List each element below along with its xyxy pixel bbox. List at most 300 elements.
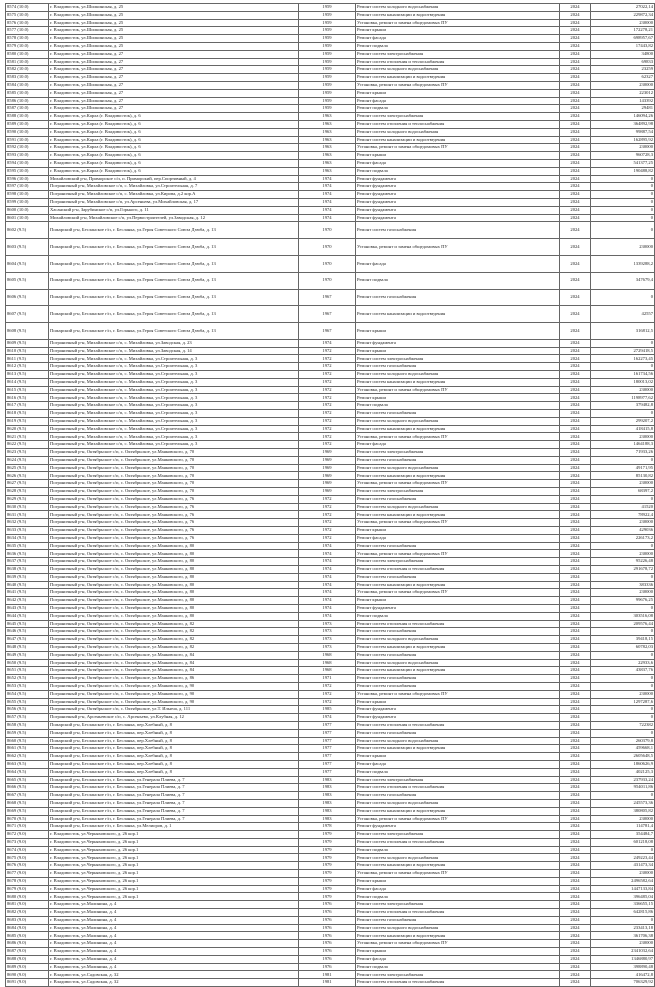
table-row	[6, 776, 655, 784]
row-number: 8597 (10.0)	[6, 183, 49, 191]
plan-year-cell: 2024	[560, 979, 591, 987]
table-row	[6, 50, 655, 58]
cost-cell: 99676,25	[591, 597, 655, 605]
address-cell: Пожарский р-н, Бесланское г/п, г. Бесланка, ул.Героя Советского Союза Дзюба, д. 13	[49, 222, 299, 239]
cost-cell: 0	[591, 651, 655, 659]
address-cell: Пожарский р-н, Бесланское г/п, г. Бесланка, ул.Генерала Плиева, д. 7	[49, 792, 299, 800]
plan-year-cell: 2024	[560, 58, 591, 66]
plan-year-cell: 2024	[560, 690, 591, 698]
work-type-cell: Ремонт фундамента	[356, 206, 560, 214]
year-cell: 1972	[299, 378, 356, 386]
address-cell: Пограничный р-н, Октябрьское с/п, с. Октябрьское, ул.Маяковского, д. 76	[49, 495, 299, 503]
address-cell: Пограничный р-н, Октябрьское с/п, с. Октябрьское, ул.Маяковского, д. 90	[49, 698, 299, 706]
cost-cell: 954011,86	[591, 784, 655, 792]
cost-cell: 0	[591, 573, 655, 581]
address-cell: Пограничный р-н, Октябрьское с/п, с. Октябрьское, ул.Маяковского, д. 84	[49, 659, 299, 667]
table-row	[6, 651, 655, 659]
cost-cell: 209576,44	[591, 620, 655, 628]
table-row	[6, 566, 655, 574]
plan-year-cell: 2024	[560, 698, 591, 706]
work-type-cell: Ремонт подвала	[356, 768, 560, 776]
row-number: 8680 (9.0)	[6, 893, 49, 901]
address-cell: Пограничный р-н, Октябрьское с/п, с. Октябрьское, ул.Маяковского, д. 82	[49, 620, 299, 628]
year-cell: 1972	[299, 441, 356, 449]
cost-cell: 230000	[591, 519, 655, 527]
address-cell: г. Владивосток, ул.Малинина, д. 4	[49, 924, 299, 932]
address-cell: г. Владивосток, ул.Шилкинская, д. 25	[49, 42, 299, 50]
cost-cell: 230000	[591, 550, 655, 558]
work-type-cell: Ремонт подвала	[356, 272, 560, 289]
plan-year-cell: 2024	[560, 105, 591, 113]
address-cell: Пограничный р-н, Октябрьское с/п, с. Октябрьское, ул.Маяковского, д. 80	[49, 558, 299, 566]
cost-cell: 722382	[591, 721, 655, 729]
address-cell: Пожарский р-н, Бесланское г/п, г. Бесланка, ул.Генерала Плиева, д. 7	[49, 776, 299, 784]
address-cell: Пограничный р-н, Михайловское с/п, с. Михайловка, ул.Строительная, д. 3	[49, 425, 299, 433]
work-type-cell: Ремонт фундамента	[356, 191, 560, 199]
table-row	[6, 152, 655, 160]
year-cell: 1976	[299, 932, 356, 940]
year-cell: 1963	[299, 167, 356, 175]
table-row	[6, 753, 655, 761]
table-row	[6, 488, 655, 496]
row-number: 8576 (10.0)	[6, 19, 49, 27]
address-cell: Пограничный р-н, Октябрьское с/п, с. Октябрьское, ул.Маяковского, д. 70	[49, 464, 299, 472]
work-type-cell: Ремонт фундамента	[356, 339, 560, 347]
table-row	[6, 745, 655, 753]
year-cell: 1959	[299, 105, 356, 113]
address-cell: Пограничный р-н, Михайловское с/п, с. Михайловка, ул.Строительная, д. 3	[49, 402, 299, 410]
year-cell: 1983	[299, 815, 356, 823]
plan-year-cell: 2024	[560, 643, 591, 651]
table-row	[6, 519, 655, 527]
work-type-cell: Ремонт систем канализации и водоотведения	[356, 472, 560, 480]
year-cell: 1972	[299, 394, 356, 402]
table-row	[6, 690, 655, 698]
cost-cell: 1198977,62	[591, 394, 655, 402]
address-cell: Пограничный р-н, Михайловское с/п, ул.Арсеньева, ул.Михайловская, д. 17	[49, 198, 299, 206]
address-cell: г. Владивосток, ул.Шилкинская, д. 25	[49, 27, 299, 35]
table-row	[6, 35, 655, 43]
work-type-cell: Ремонт фундамента	[356, 198, 560, 206]
year-cell: 1976	[299, 948, 356, 956]
cost-cell: 1346880,97	[591, 955, 655, 963]
year-cell: 1959	[299, 89, 356, 97]
row-number: 8644 (9.5)	[6, 612, 49, 620]
table-row	[6, 417, 655, 425]
plan-year-cell: 2024	[560, 11, 591, 19]
row-number: 8688 (9.0)	[6, 955, 49, 963]
cost-cell: 17443,82	[591, 42, 655, 50]
work-type-cell: Ремонт крыши	[356, 323, 560, 340]
year-cell: 1983	[299, 807, 356, 815]
table-row	[6, 714, 655, 722]
work-type-cell: Ремонт систем отопления и теплоснабжения	[356, 784, 560, 792]
work-type-cell: Установка, ремонт и замена общедомовых ПУ	[356, 870, 560, 878]
address-cell: Пограничный р-н, Михайловское с/п, с. Михайловка, ул.Строительная, д. 3	[49, 433, 299, 441]
cost-cell: 316812,5	[591, 323, 655, 340]
table-row	[6, 272, 655, 289]
address-cell: Пограничный р-н, Михайловское с/п, с. Михайловка, ул.Строительная, д. 3	[49, 441, 299, 449]
row-number: 8590 (10.0)	[6, 128, 49, 136]
work-type-cell: Ремонт систем холодного водоснабжения	[356, 66, 560, 74]
address-cell: Пожарский р-н, Бесланское г/п, г. Бесланка, ул.Героя Советского Союза Дзюба, д. 13	[49, 289, 299, 306]
cost-cell: 0	[591, 682, 655, 690]
address-cell: Пограничный р-н, Октябрьское с/п, с. Октябрьское, ул.Маяковского, д. 82	[49, 636, 299, 644]
table-row	[6, 175, 655, 183]
cost-cell: 0	[591, 729, 655, 737]
work-type-cell: Установка, ремонт и замена общедомовых ПУ	[356, 940, 560, 948]
cost-cell: 162895,92	[591, 136, 655, 144]
plan-year-cell: 2024	[560, 378, 591, 386]
row-number: 8584 (10.0)	[6, 81, 49, 89]
row-number: 8607 (9.5)	[6, 306, 49, 323]
year-cell: 1979	[299, 862, 356, 870]
year-cell: 1970	[299, 239, 356, 256]
row-number: 8620 (9.5)	[6, 425, 49, 433]
table-row	[6, 948, 655, 956]
table-row	[6, 573, 655, 581]
table-row	[6, 527, 655, 535]
plan-year-cell: 2024	[560, 909, 591, 917]
plan-year-cell: 2024	[560, 589, 591, 597]
plan-year-cell: 2024	[560, 214, 591, 222]
work-type-cell: Ремонт крыши	[356, 27, 560, 35]
work-type-cell: Ремонт систем электроснабжения	[356, 971, 560, 979]
work-type-cell: Ремонт крыши	[356, 152, 560, 160]
plan-year-cell: 2024	[560, 480, 591, 488]
table-row	[6, 4, 655, 12]
plan-year-cell: 2024	[560, 50, 591, 58]
year-cell: 1963	[299, 136, 356, 144]
plan-year-cell: 2024	[560, 527, 591, 535]
cost-cell: 146094,26	[591, 113, 655, 121]
row-number: 8647 (9.5)	[6, 636, 49, 644]
plan-year-cell: 2024	[560, 682, 591, 690]
cost-cell: 459668,1	[591, 745, 655, 753]
work-type-cell: Ремонт систем канализации и водоотведения	[356, 378, 560, 386]
work-type-cell: Ремонт фундамента	[356, 714, 560, 722]
address-cell: г. Владивосток, ул.Черняховского, д. 26 кор.1	[49, 838, 299, 846]
work-type-cell: Установка, ремонт и замена общедомовых ПУ	[356, 239, 560, 256]
plan-year-cell: 2024	[560, 4, 591, 12]
cost-cell: 230000	[591, 690, 655, 698]
year-cell: 1972	[299, 386, 356, 394]
address-cell: Пограничный р-н, Октябрьское с/п, с. Октябрьское, ул.Маяковского, д. 86	[49, 675, 299, 683]
work-type-cell: Ремонт систем газоснабжения	[356, 729, 560, 737]
plan-year-cell: 2024	[560, 948, 591, 956]
year-cell: 1963	[299, 159, 356, 167]
work-type-cell: Установка, ремонт и замена общедомовых ПУ	[356, 19, 560, 27]
address-cell: Пограничный р-н, Михайловское с/п, с. Михайловка, ул.Строительная, д. 3	[49, 394, 299, 402]
address-cell: г. Владивосток, ул.Шилкинская, д. 27	[49, 105, 299, 113]
plan-year-cell: 2024	[560, 306, 591, 323]
plan-year-cell: 2024	[560, 815, 591, 823]
year-cell: 1976	[299, 940, 356, 948]
table-row	[6, 604, 655, 612]
year-cell: 1967	[299, 323, 356, 340]
address-cell: г. Владивосток, ул.Шилкинская, д. 25	[49, 35, 299, 43]
table-row	[6, 846, 655, 854]
year-cell: 1974	[299, 339, 356, 347]
address-cell: г. Владивосток, ул.Карла (г. Владивосток), д. 6	[49, 159, 299, 167]
cost-cell: 62327	[591, 74, 655, 82]
year-cell: 1974	[299, 612, 356, 620]
year-cell: 1979	[299, 870, 356, 878]
table-row	[6, 971, 655, 979]
plan-year-cell: 2024	[560, 636, 591, 644]
plan-year-cell: 2024	[560, 511, 591, 519]
address-cell: г. Владивосток, ул.Малинина, д. 4	[49, 963, 299, 971]
table-row	[6, 932, 655, 940]
row-number: 8667 (9.5)	[6, 792, 49, 800]
row-number: 8640 (9.5)	[6, 581, 49, 589]
table-row	[6, 760, 655, 768]
table-row	[6, 542, 655, 550]
plan-year-cell: 2024	[560, 955, 591, 963]
cost-cell: 299207,2	[591, 417, 655, 425]
work-type-cell: Ремонт систем отопления и теплоснабжения	[356, 566, 560, 574]
address-cell: Пожарский р-н, Бесланское г/п, г. Бесланка, пер.Хлебный, д. 8	[49, 768, 299, 776]
address-cell: Пограничный р-н, Октябрьское с/п, с. Октябрьское, ул.Маяковского, д. 80	[49, 604, 299, 612]
plan-year-cell: 2024	[560, 542, 591, 550]
year-cell: 1977	[299, 737, 356, 745]
address-cell: Пограничный р-н, Арсеньевское с/п, с. Арсеньево, ул.Клубная, д. 12	[49, 714, 299, 722]
row-number: 8619 (9.5)	[6, 417, 49, 425]
cost-cell: 0	[591, 363, 655, 371]
table-row	[6, 159, 655, 167]
work-type-cell: Ремонт систем отопления и теплоснабжения	[356, 620, 560, 628]
row-number: 8624 (9.5)	[6, 456, 49, 464]
work-type-cell: Установка, ремонт и замена общедомовых ПУ	[356, 589, 560, 597]
table-row	[6, 581, 655, 589]
row-number: 8645 (9.5)	[6, 620, 49, 628]
work-type-cell: Ремонт систем электроснабжения	[356, 50, 560, 58]
work-type-cell: Установка, ремонт и замена общедомовых ПУ	[356, 480, 560, 488]
row-number: 8652 (9.5)	[6, 675, 49, 683]
table-row	[6, 289, 655, 306]
plan-year-cell: 2024	[560, 768, 591, 776]
row-number: 8656 (9.5)	[6, 706, 49, 714]
year-cell: 1973	[299, 628, 356, 636]
work-type-cell: Ремонт систем газоснабжения	[356, 792, 560, 800]
table-row	[6, 120, 655, 128]
address-cell: Пожарский р-н, Бесланское г/п, г. Бесланка, пер.Хлебный, д. 8	[49, 729, 299, 737]
row-number: 8596 (10.0)	[6, 175, 49, 183]
plan-year-cell: 2024	[560, 27, 591, 35]
cost-cell: 364892,98	[591, 120, 655, 128]
cost-cell: 230000	[591, 19, 655, 27]
row-number: 8666 (9.5)	[6, 784, 49, 792]
work-type-cell: Установка, ремонт и замена общедомовых ПУ	[356, 519, 560, 527]
cost-cell: 0	[591, 846, 655, 854]
table-row	[6, 737, 655, 745]
table-row	[6, 355, 655, 363]
row-number: 8676 (9.0)	[6, 862, 49, 870]
plan-year-cell: 2024	[560, 81, 591, 89]
plan-year-cell: 2024	[560, 74, 591, 82]
work-type-cell: Ремонт систем газоснабжения	[356, 363, 560, 371]
row-number: 8625 (9.5)	[6, 464, 49, 472]
address-cell: Пограничный р-н, Октябрьское с/п, с. Октябрьское, ул.Маяковского, д. 76	[49, 503, 299, 511]
cost-cell: 0	[591, 628, 655, 636]
work-type-cell: Ремонт фундамента	[356, 706, 560, 714]
work-type-cell: Ремонт систем канализации и водоотведения	[356, 643, 560, 651]
work-type-cell: Ремонт фундамента	[356, 175, 560, 183]
row-number: 8639 (9.5)	[6, 573, 49, 581]
plan-year-cell: 2024	[560, 877, 591, 885]
year-cell: 1972	[299, 417, 356, 425]
year-cell: 1972	[299, 363, 356, 371]
address-cell: г. Владивосток, ул.Черняховского, д. 26 кор.1	[49, 846, 299, 854]
work-type-cell: Ремонт фасада	[356, 955, 560, 963]
table-row	[6, 410, 655, 418]
row-number: 8658 (9.5)	[6, 721, 49, 729]
row-number: 8628 (9.5)	[6, 488, 49, 496]
work-type-cell: Ремонт систем холодного водоснабжения	[356, 799, 560, 807]
address-cell: Пограничный р-н, Михайловское с/п, с. Михайловка, ул.Строительная, д. 3	[49, 378, 299, 386]
row-number: 8670 (9.5)	[6, 815, 49, 823]
row-number: 8591 (10.0)	[6, 136, 49, 144]
address-cell: Пограничный р-н, Октябрьское с/п, с. Октябрьское, ул.Маяковского, д. 76	[49, 527, 299, 535]
table-row	[6, 815, 655, 823]
row-number: 8618 (9.5)	[6, 410, 49, 418]
cost-cell: 706329,92	[591, 979, 655, 987]
address-cell: г. Владивосток, ул.Карла (г. Владивосток), д. 6	[49, 120, 299, 128]
row-number: 8677 (9.0)	[6, 870, 49, 878]
table-row	[6, 222, 655, 239]
table-row	[6, 128, 655, 136]
year-cell: 1963	[299, 128, 356, 136]
cost-cell: 230000	[591, 81, 655, 89]
year-cell: 1963	[299, 144, 356, 152]
cost-cell: 2341032,64	[591, 948, 655, 956]
work-type-cell: Ремонт систем отопления и теплоснабжения	[356, 120, 560, 128]
table-row	[6, 550, 655, 558]
work-type-cell: Ремонт систем отопления и теплоснабжения	[356, 979, 560, 987]
work-type-cell: Ремонт фасада	[356, 534, 560, 542]
row-number: 8604 (9.5)	[6, 255, 49, 272]
plan-year-cell: 2024	[560, 488, 591, 496]
plan-year-cell: 2024	[560, 433, 591, 441]
cost-cell: 1447133,84	[591, 885, 655, 893]
cost-cell: 698957,67	[591, 35, 655, 43]
row-number: 8587 (10.0)	[6, 105, 49, 113]
cost-cell: 230000	[591, 815, 655, 823]
plan-year-cell: 2024	[560, 363, 591, 371]
row-number: 8636 (9.5)	[6, 550, 49, 558]
year-cell: 1972	[299, 347, 356, 355]
year-cell: 1974	[299, 714, 356, 722]
row-number: 8611 (9.5)	[6, 355, 49, 363]
plan-year-cell: 2024	[560, 206, 591, 214]
address-cell: г. Владивосток, ул.Шилкинская, д. 27	[49, 66, 299, 74]
year-cell: 1981	[299, 971, 356, 979]
table-row	[6, 58, 655, 66]
plan-year-cell: 2024	[560, 838, 591, 846]
work-type-cell: Ремонт систем холодного водоснабжения	[356, 854, 560, 862]
work-type-cell: Ремонт систем канализации и водоотведения	[356, 136, 560, 144]
year-cell: 1979	[299, 885, 356, 893]
work-type-cell: Ремонт подвала	[356, 42, 560, 50]
plan-year-cell: 2024	[560, 604, 591, 612]
address-cell: Пожарский р-н, Бесланское г/п, г. Бесланка, ул.Генерала Плиева, д. 7	[49, 799, 299, 807]
table-row	[6, 792, 655, 800]
table-row	[6, 425, 655, 433]
table-row	[6, 323, 655, 340]
cost-cell: 0	[591, 183, 655, 191]
row-number: 8594 (10.0)	[6, 159, 49, 167]
cost-cell: 0	[591, 175, 655, 183]
address-cell: г. Владивосток, ул.Черняховского, д. 26 кор.1	[49, 870, 299, 878]
row-number: 8616 (9.5)	[6, 394, 49, 402]
work-type-cell: Ремонт систем холодного водоснабжения	[356, 371, 560, 379]
year-cell: 1974	[299, 604, 356, 612]
address-cell: Пожарский р-н, Бесланское г/п, г. Бесланка, пер.Хлебный, д. 8	[49, 753, 299, 761]
plan-year-cell: 2024	[560, 66, 591, 74]
table-row	[6, 589, 655, 597]
year-cell: 1983	[299, 799, 356, 807]
row-number: 8574 (10.0)	[6, 4, 49, 12]
year-cell: 1974	[299, 175, 356, 183]
table-row	[6, 386, 655, 394]
plan-year-cell: 2024	[560, 425, 591, 433]
address-cell: Пограничный р-н, Октябрьское с/п, с. Октябрьское, ул.Маяковского, д. 80	[49, 542, 299, 550]
cost-cell: 354484,7	[591, 831, 655, 839]
table-row	[6, 620, 655, 628]
work-type-cell: Ремонт систем электроснабжения	[356, 901, 560, 909]
table-row	[6, 306, 655, 323]
year-cell: 1972	[299, 433, 356, 441]
address-cell: Пограничный р-н, Октябрьское с/п, с. Октябрьское, ул.Т. Ильича, д. 111	[49, 706, 299, 714]
year-cell: 1969	[299, 464, 356, 472]
cost-cell: 0	[591, 604, 655, 612]
address-cell: г. Владивосток, ул.Шилкинская, д. 27	[49, 89, 299, 97]
work-type-cell: Ремонт крыши	[356, 948, 560, 956]
table-row	[6, 105, 655, 113]
year-cell: 1978	[299, 823, 356, 831]
table-row	[6, 862, 655, 870]
year-cell: 1959	[299, 42, 356, 50]
year-cell: 1977	[299, 745, 356, 753]
row-number: 8685 (9.0)	[6, 932, 49, 940]
work-type-cell: Ремонт систем электроснабжения	[356, 558, 560, 566]
address-cell: Пограничный р-н, Октябрьское с/п, с. Октябрьское, ул.Маяковского, д. 70	[49, 456, 299, 464]
address-cell: г. Владивосток, ул.Малинина, д. 4	[49, 948, 299, 956]
address-cell: г. Владивосток, ул.Шилкинская, д. 27	[49, 74, 299, 82]
work-type-cell: Ремонт систем электроснабжения	[356, 449, 560, 457]
cost-cell: 0	[591, 339, 655, 347]
cost-cell: 396485,04	[591, 893, 655, 901]
cost-cell: 229872,34	[591, 11, 655, 19]
work-type-cell: Ремонт систем холодного водоснабжения	[356, 636, 560, 644]
year-cell: 1967	[299, 306, 356, 323]
work-type-cell: Ремонт систем электроснабжения	[356, 831, 560, 839]
row-number: 8615 (9.5)	[6, 386, 49, 394]
cost-cell: 226173,2	[591, 534, 655, 542]
address-cell: Пожарский р-н, Бесланское г/п, г. Бесланка, ул.Героя Советского Союза Дзюба, д. 13	[49, 272, 299, 289]
table-row	[6, 940, 655, 948]
row-number: 8601 (10.0)	[6, 214, 49, 222]
row-number: 8602 (9.5)	[6, 222, 49, 239]
year-cell: 1969	[299, 488, 356, 496]
plan-year-cell: 2024	[560, 89, 591, 97]
cost-cell: 361706,38	[591, 932, 655, 940]
table-row	[6, 206, 655, 214]
table-row	[6, 721, 655, 729]
year-cell: 1974	[299, 558, 356, 566]
year-cell: 1979	[299, 877, 356, 885]
year-cell: 1985	[299, 706, 356, 714]
